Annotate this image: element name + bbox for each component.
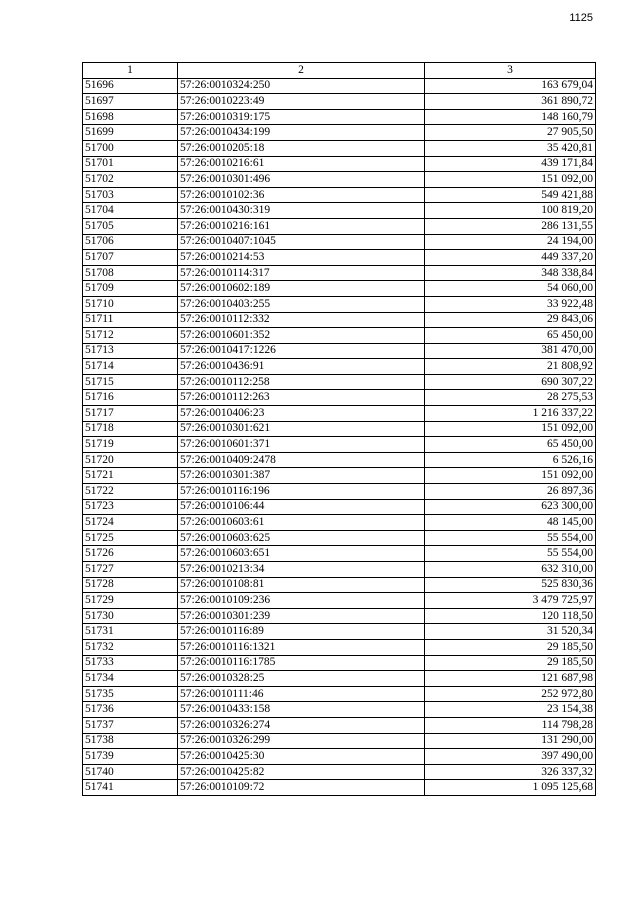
- value-cell: 29 185,50: [425, 655, 596, 671]
- value-cell: 29 843,06: [425, 312, 596, 328]
- table-row: [83, 328, 596, 344]
- row-number-cell: 51722: [83, 484, 178, 500]
- cadastral-number-cell: 57:26:0010326:274: [178, 717, 425, 733]
- cadastral-number-cell: 57:26:0010601:371: [178, 437, 425, 453]
- value-cell: 151 092,00: [425, 172, 596, 188]
- value-cell: 3 479 725,97: [425, 593, 596, 609]
- table-row: [83, 749, 596, 765]
- value-cell: 549 421,88: [425, 187, 596, 203]
- table-row: [83, 390, 596, 406]
- row-number-cell: 51725: [83, 530, 178, 546]
- table-row: [83, 562, 596, 578]
- cadastral-number-cell: 57:26:0010301:239: [178, 608, 425, 624]
- table-row: [83, 406, 596, 422]
- cadastral-number-cell: 57:26:0010403:255: [178, 296, 425, 312]
- cadastral-number-cell: 57:26:0010434:199: [178, 125, 425, 141]
- value-cell: 151 092,00: [425, 468, 596, 484]
- cadastral-number-cell: 57:26:0010301:621: [178, 421, 425, 437]
- table-row: [83, 717, 596, 733]
- row-number-cell: 51716: [83, 390, 178, 406]
- cadastral-number-cell: 57:26:0010425:82: [178, 764, 425, 780]
- row-number-cell: 51698: [83, 109, 178, 125]
- row-number-cell: 51710: [83, 296, 178, 312]
- value-cell: 33 922,48: [425, 296, 596, 312]
- value-cell: 525 830,36: [425, 577, 596, 593]
- cadastral-number-cell: 57:26:0010109:236: [178, 593, 425, 609]
- value-cell: 31 520,34: [425, 624, 596, 640]
- cadastral-number-cell: 57:26:0010406:23: [178, 406, 425, 422]
- cadastral-number-cell: 57:26:0010109:72: [178, 780, 425, 796]
- row-number-cell: 51704: [83, 203, 178, 219]
- column-header-3: 3: [425, 63, 596, 79]
- value-cell: 1 216 337,22: [425, 406, 596, 422]
- row-number-cell: 51719: [83, 437, 178, 453]
- value-cell: 35 420,81: [425, 140, 596, 156]
- table-row: [83, 655, 596, 671]
- value-cell: 6 526,16: [425, 452, 596, 468]
- table-row: [83, 577, 596, 593]
- cadastral-number-cell: 57:26:0010425:30: [178, 749, 425, 765]
- cadastral-number-cell: 57:26:0010602:189: [178, 281, 425, 297]
- row-number-cell: 51736: [83, 702, 178, 718]
- row-number-cell: 51726: [83, 546, 178, 562]
- value-cell: 252 972,80: [425, 686, 596, 702]
- cadastral-number-cell: 57:26:0010601:352: [178, 328, 425, 344]
- table-row: [83, 187, 596, 203]
- row-number-cell: 51700: [83, 140, 178, 156]
- row-number-cell: 51703: [83, 187, 178, 203]
- row-number-cell: 51724: [83, 515, 178, 531]
- table-row: [83, 421, 596, 437]
- value-cell: 27 905,50: [425, 125, 596, 141]
- table-row: [83, 452, 596, 468]
- table-row: [83, 639, 596, 655]
- row-number-cell: 51733: [83, 655, 178, 671]
- cadastral-number-cell: 57:26:0010223:49: [178, 94, 425, 110]
- row-number-cell: 51730: [83, 608, 178, 624]
- table-row: [83, 343, 596, 359]
- row-number-cell: 51718: [83, 421, 178, 437]
- table-row: [83, 546, 596, 562]
- cadastral-number-cell: 57:26:0010216:61: [178, 156, 425, 172]
- table-row: [83, 468, 596, 484]
- value-cell: 131 290,00: [425, 733, 596, 749]
- row-number-cell: 51707: [83, 250, 178, 266]
- row-number-cell: 51731: [83, 624, 178, 640]
- row-number-cell: 51701: [83, 156, 178, 172]
- row-number-cell: 51737: [83, 717, 178, 733]
- value-cell: 326 337,32: [425, 764, 596, 780]
- table-row: [83, 203, 596, 219]
- row-number-cell: 51705: [83, 218, 178, 234]
- row-number-cell: 51696: [83, 78, 178, 94]
- cadastral-number-cell: 57:26:0010108:81: [178, 577, 425, 593]
- row-number-cell: 51739: [83, 749, 178, 765]
- row-number-cell: 51738: [83, 733, 178, 749]
- cadastral-number-cell: 57:26:0010436:91: [178, 359, 425, 375]
- cadastral-number-cell: 57:26:0010213:34: [178, 562, 425, 578]
- value-cell: 54 060,00: [425, 281, 596, 297]
- row-number-cell: 51709: [83, 281, 178, 297]
- table-row: [83, 530, 596, 546]
- table-body: [83, 78, 596, 795]
- page-number: 1125: [569, 12, 593, 24]
- cadastral-number-cell: 57:26:0010433:158: [178, 702, 425, 718]
- cadastral-number-cell: 57:26:0010214:53: [178, 250, 425, 266]
- row-number-cell: 51723: [83, 499, 178, 515]
- table-row: [83, 94, 596, 110]
- cadastral-number-cell: 57:26:0010319:175: [178, 109, 425, 125]
- row-number-cell: 51712: [83, 328, 178, 344]
- column-header-1: 1: [83, 63, 178, 79]
- cadastral-number-cell: 57:26:0010216:161: [178, 218, 425, 234]
- row-number-cell: 51720: [83, 452, 178, 468]
- value-cell: 121 687,98: [425, 671, 596, 687]
- value-cell: 23 154,38: [425, 702, 596, 718]
- table-row: [83, 733, 596, 749]
- cadastral-number-cell: 57:26:0010112:332: [178, 312, 425, 328]
- table-row: [83, 702, 596, 718]
- table-header-row: [83, 63, 596, 79]
- row-number-cell: 51721: [83, 468, 178, 484]
- row-number-cell: 51711: [83, 312, 178, 328]
- cadastral-number-cell: 57:26:0010409:2478: [178, 452, 425, 468]
- data-table: [82, 62, 596, 796]
- cadastral-number-cell: 57:26:0010328:25: [178, 671, 425, 687]
- row-number-cell: 51729: [83, 593, 178, 609]
- value-cell: 623 300,00: [425, 499, 596, 515]
- cadastral-number-cell: 57:26:0010603:61: [178, 515, 425, 531]
- cadastral-number-cell: 57:26:0010205:18: [178, 140, 425, 156]
- table-row: [83, 140, 596, 156]
- cadastral-number-cell: 57:26:0010430:319: [178, 203, 425, 219]
- cadastral-number-cell: 57:26:0010326:299: [178, 733, 425, 749]
- row-number-cell: 51706: [83, 234, 178, 250]
- value-cell: 286 131,55: [425, 218, 596, 234]
- value-cell: 632 310,00: [425, 562, 596, 578]
- cadastral-number-cell: 57:26:0010417:1226: [178, 343, 425, 359]
- table-row: [83, 281, 596, 297]
- cadastral-number-cell: 57:26:0010114:317: [178, 265, 425, 281]
- value-cell: 361 890,72: [425, 94, 596, 110]
- row-number-cell: 51727: [83, 562, 178, 578]
- cadastral-number-cell: 57:26:0010116:1321: [178, 639, 425, 655]
- table-row: [83, 250, 596, 266]
- cadastral-number-cell: 57:26:0010301:387: [178, 468, 425, 484]
- table-row: [83, 296, 596, 312]
- value-cell: 148 160,79: [425, 109, 596, 125]
- table-row: [83, 172, 596, 188]
- cadastral-number-cell: 57:26:0010116:196: [178, 484, 425, 500]
- cadastral-number-cell: 57:26:0010603:625: [178, 530, 425, 546]
- value-cell: 381 470,00: [425, 343, 596, 359]
- table-row: [83, 156, 596, 172]
- value-cell: 439 171,84: [425, 156, 596, 172]
- table-row: [83, 359, 596, 375]
- value-cell: 28 275,53: [425, 390, 596, 406]
- value-cell: 348 338,84: [425, 265, 596, 281]
- value-cell: 690 307,22: [425, 374, 596, 390]
- table-row: [83, 437, 596, 453]
- value-cell: 151 092,00: [425, 421, 596, 437]
- value-cell: 65 450,00: [425, 437, 596, 453]
- cadastral-number-cell: 57:26:0010603:651: [178, 546, 425, 562]
- column-header-2: 2: [178, 63, 425, 79]
- row-number-cell: 51740: [83, 764, 178, 780]
- cadastral-number-cell: 57:26:0010407:1045: [178, 234, 425, 250]
- table-row: [83, 593, 596, 609]
- value-cell: 163 679,04: [425, 78, 596, 94]
- row-number-cell: 51732: [83, 639, 178, 655]
- row-number-cell: 51708: [83, 265, 178, 281]
- value-cell: 65 450,00: [425, 328, 596, 344]
- table-row: [83, 78, 596, 94]
- row-number-cell: 51713: [83, 343, 178, 359]
- cadastral-number-cell: 57:26:0010116:1785: [178, 655, 425, 671]
- value-cell: 21 808,92: [425, 359, 596, 375]
- table-row: [83, 484, 596, 500]
- row-number-cell: 51717: [83, 406, 178, 422]
- row-number-cell: 51728: [83, 577, 178, 593]
- cadastral-number-cell: 57:26:0010111:46: [178, 686, 425, 702]
- value-cell: 29 185,50: [425, 639, 596, 655]
- row-number-cell: 51735: [83, 686, 178, 702]
- value-cell: 120 118,50: [425, 608, 596, 624]
- cadastral-number-cell: 57:26:0010116:89: [178, 624, 425, 640]
- cadastral-number-cell: 57:26:0010112:258: [178, 374, 425, 390]
- cadastral-number-cell: 57:26:0010102:36: [178, 187, 425, 203]
- table-row: [83, 764, 596, 780]
- table-row: [83, 312, 596, 328]
- table-row: [83, 780, 596, 796]
- row-number-cell: 51714: [83, 359, 178, 375]
- table-row: [83, 234, 596, 250]
- table-row: [83, 218, 596, 234]
- value-cell: 449 337,20: [425, 250, 596, 266]
- cadastral-number-cell: 57:26:0010112:263: [178, 390, 425, 406]
- table-row: [83, 265, 596, 281]
- cadastral-number-cell: 57:26:0010106:44: [178, 499, 425, 515]
- row-number-cell: 51734: [83, 671, 178, 687]
- table-row: [83, 624, 596, 640]
- table-row: [83, 374, 596, 390]
- value-cell: 100 819,20: [425, 203, 596, 219]
- cadastral-number-cell: 57:26:0010324:250: [178, 78, 425, 94]
- value-cell: 48 145,00: [425, 515, 596, 531]
- cadastral-number-cell: 57:26:0010301:496: [178, 172, 425, 188]
- row-number-cell: 51702: [83, 172, 178, 188]
- table-row: [83, 608, 596, 624]
- value-cell: 55 554,00: [425, 546, 596, 562]
- table-row: [83, 109, 596, 125]
- table-row: [83, 515, 596, 531]
- row-number-cell: 51715: [83, 374, 178, 390]
- row-number-cell: 51699: [83, 125, 178, 141]
- value-cell: 24 194,00: [425, 234, 596, 250]
- value-cell: 1 095 125,68: [425, 780, 596, 796]
- value-cell: 55 554,00: [425, 530, 596, 546]
- table-row: [83, 499, 596, 515]
- table-row: [83, 671, 596, 687]
- value-cell: 114 798,28: [425, 717, 596, 733]
- row-number-cell: 51697: [83, 94, 178, 110]
- table-row: [83, 686, 596, 702]
- value-cell: 397 490,00: [425, 749, 596, 765]
- table-row: [83, 125, 596, 141]
- value-cell: 26 897,36: [425, 484, 596, 500]
- row-number-cell: 51741: [83, 780, 178, 796]
